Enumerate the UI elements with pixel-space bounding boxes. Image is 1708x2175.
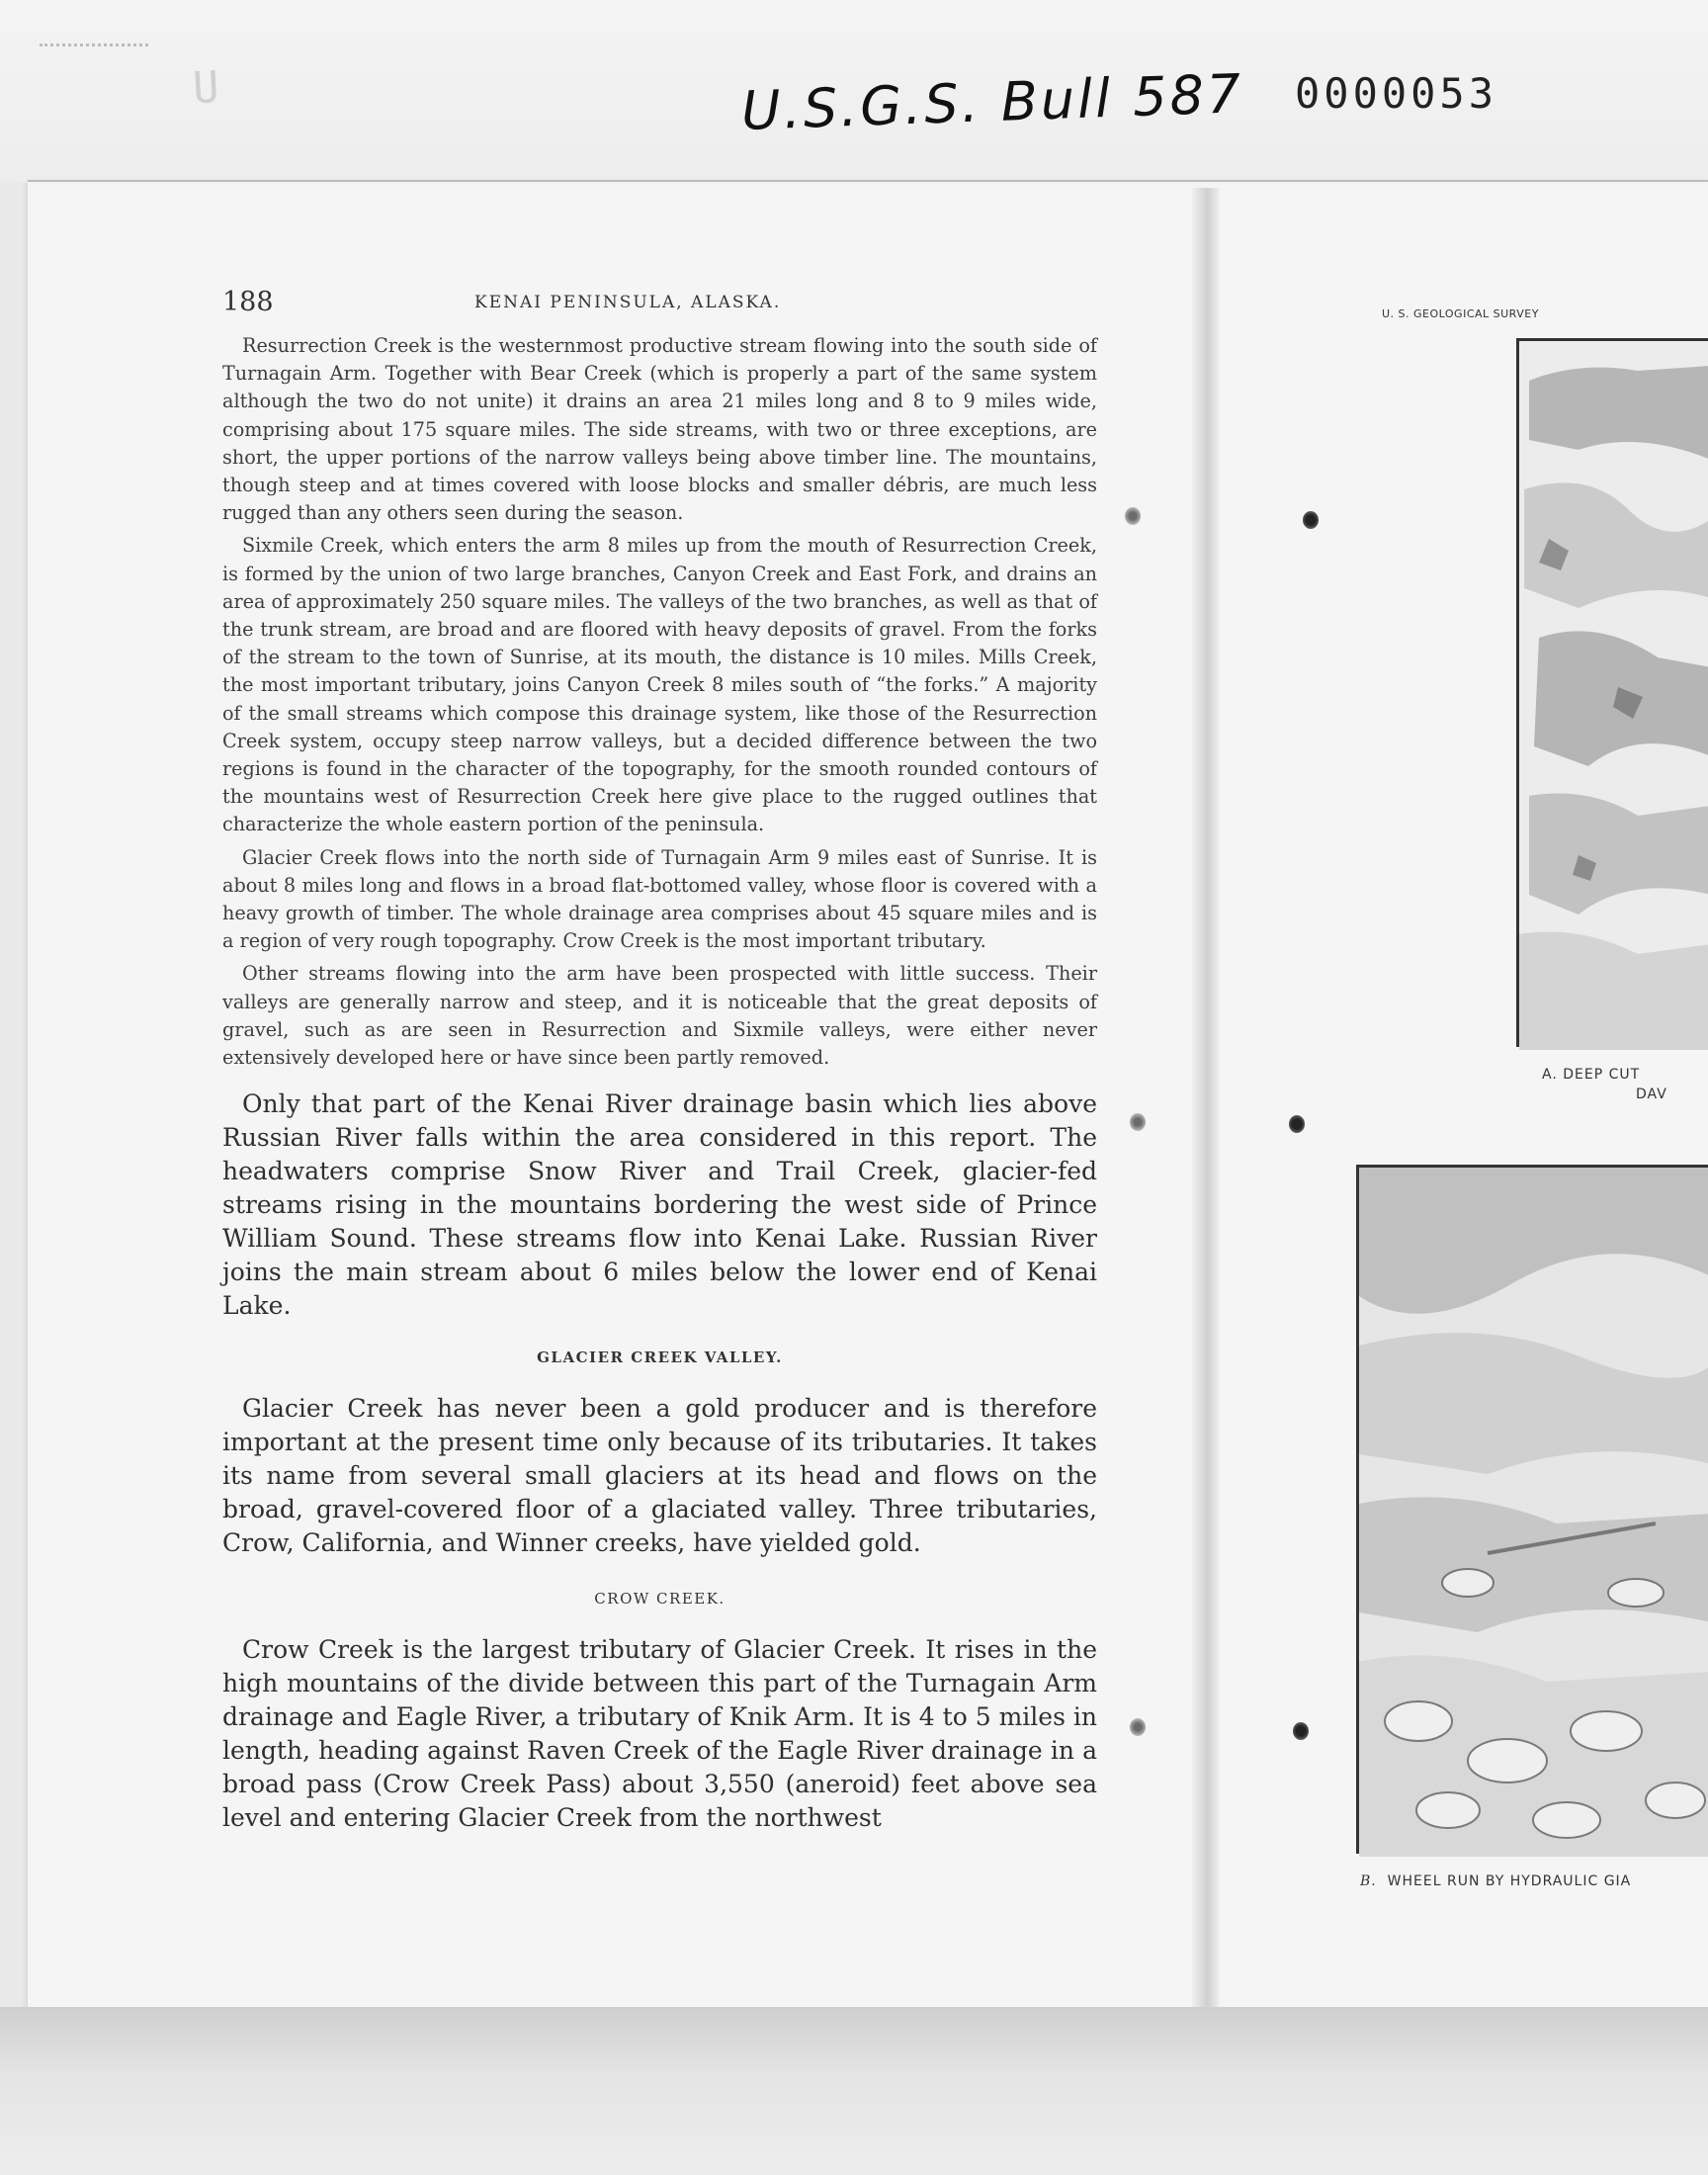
- book-gutter: [1192, 188, 1220, 2007]
- plate-a-caption: A. DEEP CUT: [1542, 1067, 1641, 1083]
- paragraph-resurrection-creek: Resurrection Creek is the westernmost productive stream flowing into the south side of Turnagain Arm. Together with Bear Creek (which is properly a part of the same system although the two do not unite) it drains an area 21 miles long and 8 to 9 miles wide, comprising about 175 square miles. The side streams, with two or three exceptions, are short, the upper portions of the narrow valleys being above timber line. The mountains, though steep and at times covered with loose blocks and smaller débris, are much less rugged than any others seen during the season.: [222, 334, 1097, 525]
- paragraph-kenai-river: Only that part of the Kenai River drainage basin which lies above Russian River falls within the area considered in this report. The headwaters comprise Snow River and Trail Creek, glacier-fed streams rising in the mountains bordering the west side of Prince William Sound. These streams flow into Kenai Lake. Russian River joins the main stream about 6 miles below the lower end of Kenai Lake.: [222, 1089, 1097, 1321]
- scan-smudge: [40, 30, 148, 46]
- punch-hole-left-3: [1130, 1718, 1146, 1736]
- plate-b-photo: [1356, 1165, 1708, 1854]
- paragraph-crow-creek: Crow Creek is the largest tributary of Glacier Creek. It rises in the high mountains of the divide between this part of the Turnagain Arm drainage and Eagle River, a tributary of Knik Arm. It is 4 to 5 miles in length, heading against Raven Creek of the Eagle River drainage in a broad pass (Crow Creek Pass) about 3,550 (aneroid) feet above sea level and entering Glacier Creek from the northwest: [222, 1635, 1097, 1833]
- left-page: [222, 287, 1097, 1835]
- paragraph-other-streams: Other streams flowing into the arm have been prospected with little success. Their valleys are generally narrow and steep, and it is noticeable that the great deposits of gravel, such as are seen in Resurrection and Sixmile valleys, were either never extensively developed here or have since been partly removed.: [222, 962, 1097, 1070]
- plate-a-photo: [1516, 338, 1708, 1047]
- paragraph-glacier-creek-valley: Glacier Creek has never been a gold producer and is therefore important at the present time only because of its tributaries. It takes its name from several small glaciers at its head and flows on the broad, gravel-covered floor of a glaciated valley. Three tributaries, Crow, California, and Winner creeks, have yielded gold.: [222, 1394, 1097, 1558]
- plate-a-caption-line2: DAV: [1636, 1087, 1667, 1102]
- paragraph-sixmile-creek: Sixmile Creek, which enters the arm 8 miles up from the mouth of Resurrection Creek, is formed by the union of two large branches, Canyon Creek and East Fork, and drains an area of approximately 250 square miles. The valleys of the two branches, as well as that of the trunk stream, are broad and are floored with heavy deposits of gravel. From the forks of the stream to the town of Sunrise, at its mouth, the distance is 10 miles. Mills Creek, the most important tributary, joins Canyon Creek 8 miles south of “the forks.” A majority of the small streams which compose this drainage system, like those of the Resurrection Creek system, occupy steep narrow valleys, but a decided difference between the two regions is found in the character of the topography, for the smooth rounded contours of the mountains west of Resurrection Creek here give place to the rugged outlines that characterize the whole eastern portion of the peninsula.: [222, 534, 1097, 836]
- right-page-running-head: U. S. GEOLOGICAL SURVEY: [1382, 307, 1539, 320]
- punch-hole-right-2: [1289, 1115, 1305, 1133]
- ghost-stamp: U: [191, 54, 355, 115]
- paragraph-glacier-creek: Glacier Creek flows into the north side of Turnagain Arm 9 miles east of Sunrise. It is about 8 miles long and flows in a broad flat-bottomed valley, whose floor is covered with a heavy growth of timber. The whole drainage area comprises about 45 square miles and is a region of very rough topography. Crow Creek is the most important tributary.: [222, 845, 1097, 953]
- plate-b-letter: B.: [1360, 1873, 1377, 1889]
- plate-b-caption-text: WHEEL RUN BY HYDRAULIC GIA: [1387, 1873, 1632, 1889]
- punch-hole-left-1: [1125, 507, 1141, 525]
- running-head: KENAI PENINSULA, ALASKA.: [474, 293, 782, 312]
- scan-background-bottom: [0, 2007, 1708, 2175]
- plate-b-caption: [1360, 1873, 1631, 1889]
- handwritten-label: U.S.G.S. Bull 587: [740, 62, 1245, 142]
- heading-crow-creek: CROW CREEK.: [594, 1590, 726, 1609]
- punch-hole-left-2: [1130, 1113, 1146, 1131]
- punch-hole-right-3: [1293, 1722, 1309, 1740]
- heading-glacier-creek-valley: GLACIER CREEK VALLEY.: [537, 1348, 783, 1367]
- stamp-number: 0000053: [1295, 69, 1498, 118]
- page-number: 188: [222, 287, 274, 317]
- page-header: [222, 287, 1097, 332]
- punch-hole-right-1: [1303, 511, 1319, 529]
